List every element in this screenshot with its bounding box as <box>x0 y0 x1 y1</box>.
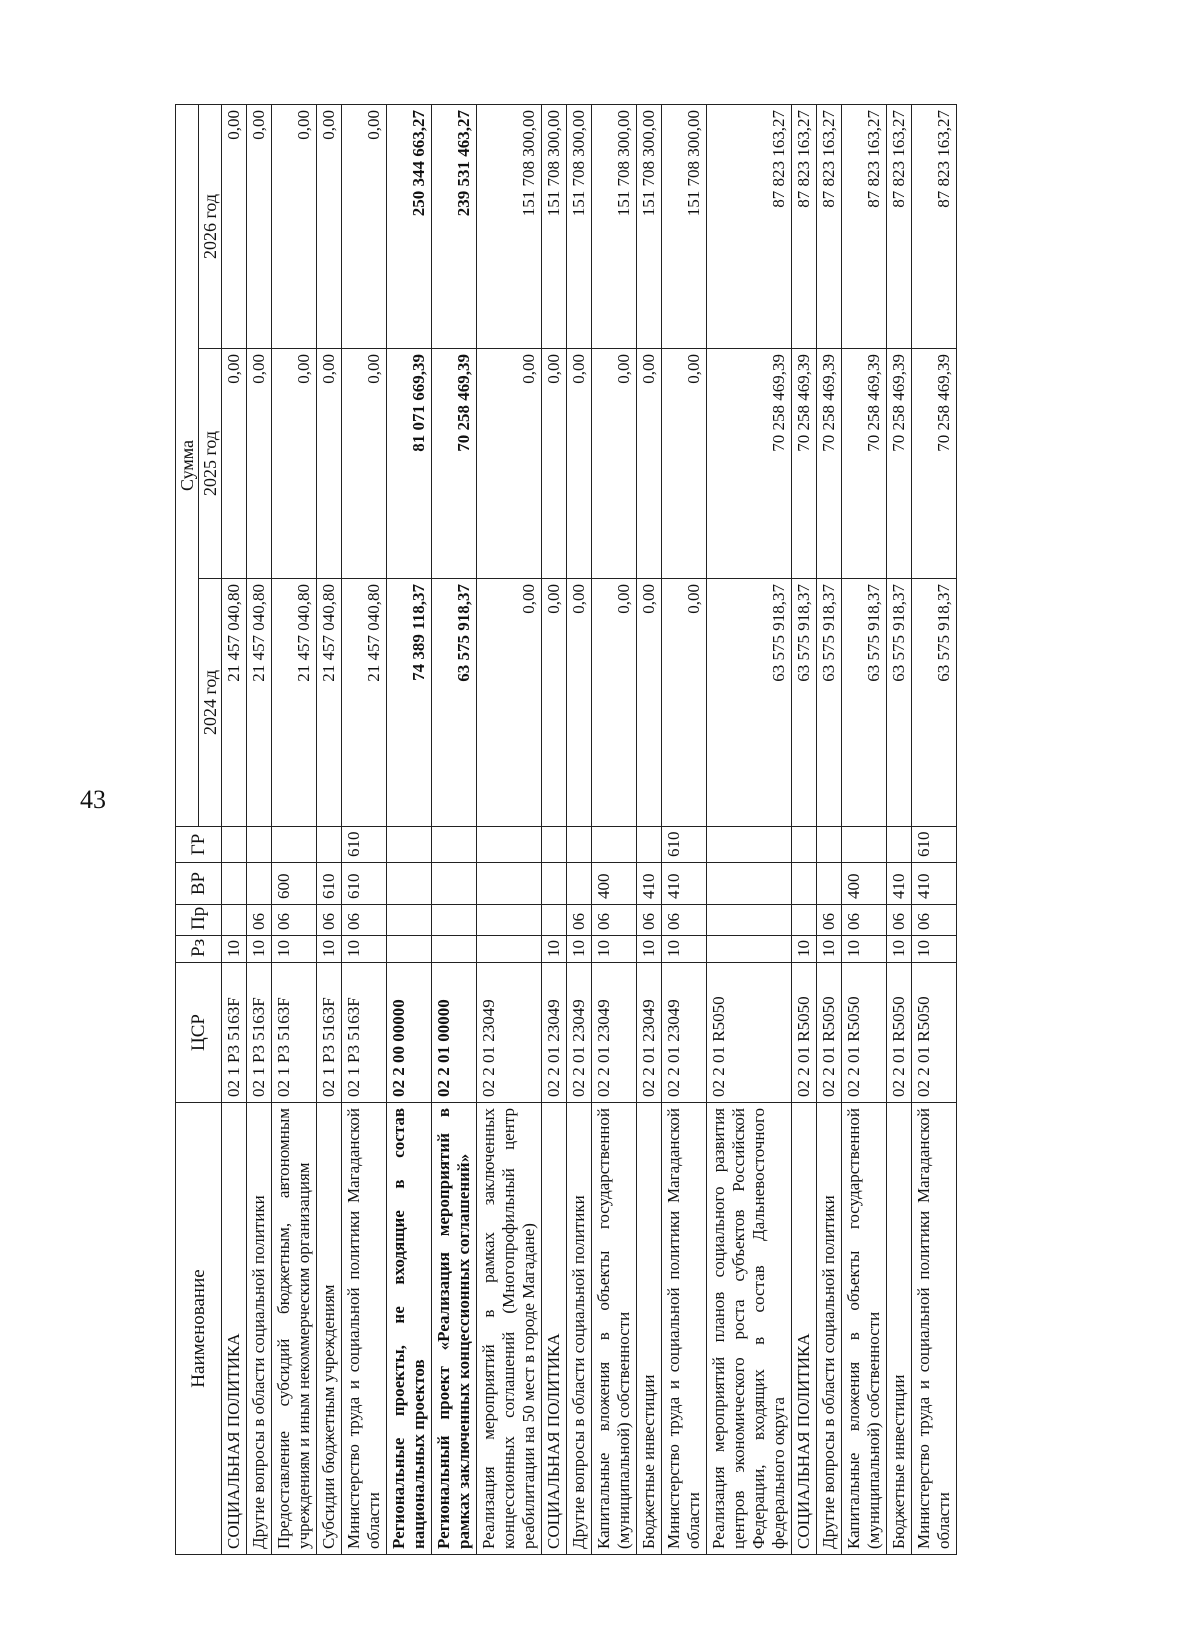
row-pr: 06 <box>817 905 842 936</box>
row-sum-2025: 0,00 <box>542 349 567 579</box>
row-rz: 10 <box>912 936 957 963</box>
row-sum-2026: 239 531 463,27 <box>432 105 477 349</box>
row-sum-2026: 151 708 300,00 <box>592 105 637 349</box>
row-sum-2024: 0,00 <box>592 579 637 827</box>
row-pr: 06 <box>887 905 912 936</box>
row-pr: 06 <box>912 905 957 936</box>
row-sum-2026: 250 344 663,27 <box>387 105 432 349</box>
table-row <box>222 105 247 1555</box>
row-gr <box>817 827 842 863</box>
table-row <box>567 105 592 1555</box>
row-sum-2026: 151 708 300,00 <box>477 105 542 349</box>
budget-table <box>175 104 957 1555</box>
row-csr: 02 2 01 R5050 <box>912 963 957 1103</box>
header-sum: Сумма <box>176 105 199 827</box>
row-gr <box>842 827 887 863</box>
row-name: СОЦИАЛЬНАЯ ПОЛИТИКА <box>222 1103 247 1555</box>
table-row <box>792 105 817 1555</box>
row-name: СОЦИАЛЬНАЯ ПОЛИТИКА <box>792 1103 817 1555</box>
row-name: Бюджетные инвестиции <box>637 1103 662 1555</box>
table-row <box>342 105 387 1555</box>
row-csr: 02 1 Р3 5163F <box>222 963 247 1103</box>
row-name: Капитальные вложения в объекты государственной (муниципальной) собственности <box>842 1103 887 1555</box>
row-rz: 10 <box>542 936 567 963</box>
table-row <box>637 105 662 1555</box>
row-pr: 06 <box>317 905 342 936</box>
row-sum-2026: 87 823 163,27 <box>887 105 912 349</box>
table-row <box>387 105 432 1555</box>
row-sum-2024: 63 575 918,37 <box>842 579 887 827</box>
row-sum-2026: 151 708 300,00 <box>637 105 662 349</box>
row-sum-2025: 70 258 469,39 <box>432 349 477 579</box>
row-vr: 410 <box>637 863 662 905</box>
row-csr: 02 1 Р3 5163F <box>272 963 317 1103</box>
row-pr <box>542 905 567 936</box>
row-csr: 02 2 01 23049 <box>567 963 592 1103</box>
row-gr <box>432 827 477 863</box>
row-sum-2024: 21 457 040,80 <box>317 579 342 827</box>
row-sum-2026: 87 823 163,27 <box>792 105 817 349</box>
row-sum-2026: 87 823 163,27 <box>817 105 842 349</box>
row-name: Субсидии бюджетным учреждениям <box>317 1103 342 1555</box>
row-gr <box>387 827 432 863</box>
table-row <box>542 105 567 1555</box>
header-pr: Пр <box>176 905 222 936</box>
row-vr: 600 <box>272 863 317 905</box>
row-vr: 610 <box>342 863 387 905</box>
header-gr: ГР <box>176 827 222 863</box>
row-csr: 02 1 Р3 5163F <box>247 963 272 1103</box>
row-pr: 06 <box>567 905 592 936</box>
header-2025: 2025 год <box>199 349 222 579</box>
table-row <box>842 105 887 1555</box>
row-sum-2024: 74 389 118,37 <box>387 579 432 827</box>
row-vr <box>707 863 792 905</box>
table-row <box>817 105 842 1555</box>
row-sum-2024: 63 575 918,37 <box>887 579 912 827</box>
row-vr: 410 <box>887 863 912 905</box>
row-sum-2026: 151 708 300,00 <box>567 105 592 349</box>
row-gr <box>707 827 792 863</box>
row-csr: 02 2 01 R5050 <box>887 963 912 1103</box>
table-row <box>247 105 272 1555</box>
row-sum-2025: 70 258 469,39 <box>842 349 887 579</box>
row-csr: 02 2 01 00000 <box>432 963 477 1103</box>
row-vr: 400 <box>592 863 637 905</box>
row-vr: 410 <box>912 863 957 905</box>
row-sum-2024: 0,00 <box>542 579 567 827</box>
row-sum-2025: 70 258 469,39 <box>817 349 842 579</box>
row-pr: 06 <box>272 905 317 936</box>
header-csr: ЦСР <box>176 963 222 1103</box>
row-rz <box>432 936 477 963</box>
row-gr <box>272 827 317 863</box>
row-rz: 10 <box>247 936 272 963</box>
header-vr: ВР <box>176 863 222 905</box>
row-rz: 10 <box>842 936 887 963</box>
table-row <box>662 105 707 1555</box>
row-sum-2024: 0,00 <box>662 579 707 827</box>
row-gr <box>887 827 912 863</box>
row-sum-2026: 0,00 <box>222 105 247 349</box>
row-name: Другие вопросы в области социальной политики <box>817 1103 842 1555</box>
row-pr <box>432 905 477 936</box>
header-2024: 2024 год <box>199 579 222 827</box>
row-rz: 10 <box>272 936 317 963</box>
row-name: Региональный проект «Реализация мероприятий в рамках заключенных концессионных соглашений» <box>432 1103 477 1555</box>
header-row-1 <box>176 105 199 1555</box>
row-pr <box>707 905 792 936</box>
row-gr: 610 <box>342 827 387 863</box>
row-name: Другие вопросы в области социальной политики <box>247 1103 272 1555</box>
row-name: Реализация мероприятий планов социального развития центров экономического роста субъектов Российской Федерации, входящих в состав Дальневосточного федерального округа <box>707 1103 792 1555</box>
row-vr <box>247 863 272 905</box>
row-csr: 02 2 00 00000 <box>387 963 432 1103</box>
row-rz: 10 <box>222 936 247 963</box>
row-pr <box>792 905 817 936</box>
row-sum-2026: 0,00 <box>342 105 387 349</box>
row-gr <box>477 827 542 863</box>
row-sum-2024: 63 575 918,37 <box>432 579 477 827</box>
page-number: 43 <box>80 785 106 814</box>
row-gr <box>637 827 662 863</box>
row-sum-2024: 63 575 918,37 <box>817 579 842 827</box>
row-sum-2025: 0,00 <box>272 349 317 579</box>
row-vr: 610 <box>317 863 342 905</box>
rotated-table-container <box>175 105 1185 1555</box>
row-sum-2026: 87 823 163,27 <box>842 105 887 349</box>
row-csr: 02 2 01 23049 <box>477 963 542 1103</box>
row-pr: 06 <box>662 905 707 936</box>
row-sum-2026: 0,00 <box>272 105 317 349</box>
header-rz: Рз <box>176 936 222 963</box>
row-csr: 02 2 01 R5050 <box>707 963 792 1103</box>
row-csr: 02 1 Р3 5163F <box>317 963 342 1103</box>
row-gr <box>317 827 342 863</box>
table-row <box>887 105 912 1555</box>
row-vr <box>477 863 542 905</box>
row-sum-2025: 0,00 <box>567 349 592 579</box>
row-csr: 02 2 01 23049 <box>592 963 637 1103</box>
row-sum-2026: 87 823 163,27 <box>707 105 792 349</box>
row-sum-2025: 70 258 469,39 <box>707 349 792 579</box>
row-vr <box>567 863 592 905</box>
row-name: Министерство труда и социальной политики Магаданской области <box>662 1103 707 1555</box>
row-vr <box>542 863 567 905</box>
row-rz: 10 <box>662 936 707 963</box>
row-name: Реализация мероприятий в рамках заключенных концессионных соглашений (Многопрофильный центр реабилитации на 50 мест в городе Магадане) <box>477 1103 542 1555</box>
row-vr: 410 <box>662 863 707 905</box>
row-rz: 10 <box>592 936 637 963</box>
row-name: Региональные проекты, не входящие в состав национальных проектов <box>387 1103 432 1555</box>
row-gr <box>222 827 247 863</box>
row-vr <box>817 863 842 905</box>
row-vr: 400 <box>842 863 887 905</box>
row-vr <box>432 863 477 905</box>
row-pr: 06 <box>842 905 887 936</box>
table-row <box>272 105 317 1555</box>
row-pr: 06 <box>637 905 662 936</box>
row-sum-2024: 21 457 040,80 <box>222 579 247 827</box>
row-sum-2024: 21 457 040,80 <box>342 579 387 827</box>
row-sum-2024: 0,00 <box>567 579 592 827</box>
row-vr <box>387 863 432 905</box>
header-name: Наименование <box>176 1103 222 1555</box>
header-2026: 2026 год <box>199 105 222 349</box>
table-row <box>707 105 792 1555</box>
row-csr: 02 2 01 R5050 <box>842 963 887 1103</box>
row-rz: 10 <box>567 936 592 963</box>
row-sum-2024: 21 457 040,80 <box>272 579 317 827</box>
row-sum-2024: 0,00 <box>477 579 542 827</box>
row-gr <box>592 827 637 863</box>
row-rz <box>707 936 792 963</box>
row-csr: 02 1 Р3 5163F <box>342 963 387 1103</box>
row-rz: 10 <box>637 936 662 963</box>
table-row <box>912 105 957 1555</box>
row-name: Министерство труда и социальной политики Магаданской области <box>342 1103 387 1555</box>
row-sum-2025: 0,00 <box>247 349 272 579</box>
row-pr: 06 <box>592 905 637 936</box>
row-name: Министерство труда и социальной политики Магаданской области <box>912 1103 957 1555</box>
row-pr <box>222 905 247 936</box>
row-gr <box>542 827 567 863</box>
row-sum-2025: 0,00 <box>342 349 387 579</box>
row-name: Другие вопросы в области социальной политики <box>567 1103 592 1555</box>
row-sum-2026: 87 823 163,27 <box>912 105 957 349</box>
row-sum-2025: 70 258 469,39 <box>887 349 912 579</box>
row-name: Предоставление субсидий бюджетным, автономным учреждениям и иным некоммерческим организациям <box>272 1103 317 1555</box>
table-row <box>432 105 477 1555</box>
row-sum-2025: 70 258 469,39 <box>792 349 817 579</box>
table-body <box>222 105 957 1555</box>
row-sum-2024: 63 575 918,37 <box>912 579 957 827</box>
row-csr: 02 2 01 23049 <box>662 963 707 1103</box>
row-gr: 610 <box>662 827 707 863</box>
row-rz: 10 <box>817 936 842 963</box>
row-rz: 10 <box>792 936 817 963</box>
table-row <box>477 105 542 1555</box>
row-rz: 10 <box>317 936 342 963</box>
row-csr: 02 2 01 23049 <box>637 963 662 1103</box>
row-sum-2025: 0,00 <box>317 349 342 579</box>
row-sum-2025: 0,00 <box>662 349 707 579</box>
row-vr <box>222 863 247 905</box>
row-rz <box>387 936 432 963</box>
row-pr <box>387 905 432 936</box>
row-pr <box>477 905 542 936</box>
row-sum-2025: 81 071 669,39 <box>387 349 432 579</box>
row-rz <box>477 936 542 963</box>
row-sum-2026: 0,00 <box>317 105 342 349</box>
row-gr <box>247 827 272 863</box>
row-sum-2026: 151 708 300,00 <box>662 105 707 349</box>
row-rz: 10 <box>342 936 387 963</box>
row-name: Капитальные вложения в объекты государственной (муниципальной) собственности <box>592 1103 637 1555</box>
row-sum-2025: 0,00 <box>477 349 542 579</box>
row-csr: 02 2 01 23049 <box>542 963 567 1103</box>
row-vr <box>792 863 817 905</box>
row-name: Бюджетные инвестиции <box>887 1103 912 1555</box>
row-gr: 610 <box>912 827 957 863</box>
row-csr: 02 2 01 R5050 <box>817 963 842 1103</box>
row-csr: 02 2 01 R5050 <box>792 963 817 1103</box>
table-row <box>592 105 637 1555</box>
row-sum-2024: 21 457 040,80 <box>247 579 272 827</box>
row-pr: 06 <box>342 905 387 936</box>
row-sum-2025: 0,00 <box>222 349 247 579</box>
row-sum-2025: 0,00 <box>637 349 662 579</box>
row-gr <box>792 827 817 863</box>
row-rz: 10 <box>887 936 912 963</box>
row-sum-2024: 63 575 918,37 <box>792 579 817 827</box>
row-gr <box>567 827 592 863</box>
row-sum-2025: 0,00 <box>592 349 637 579</box>
table-row <box>317 105 342 1555</box>
row-pr: 06 <box>247 905 272 936</box>
row-sum-2024: 63 575 918,37 <box>707 579 792 827</box>
row-sum-2024: 0,00 <box>637 579 662 827</box>
row-name: СОЦИАЛЬНАЯ ПОЛИТИКА <box>542 1103 567 1555</box>
row-sum-2026: 0,00 <box>247 105 272 349</box>
row-sum-2025: 70 258 469,39 <box>912 349 957 579</box>
row-sum-2026: 151 708 300,00 <box>542 105 567 349</box>
